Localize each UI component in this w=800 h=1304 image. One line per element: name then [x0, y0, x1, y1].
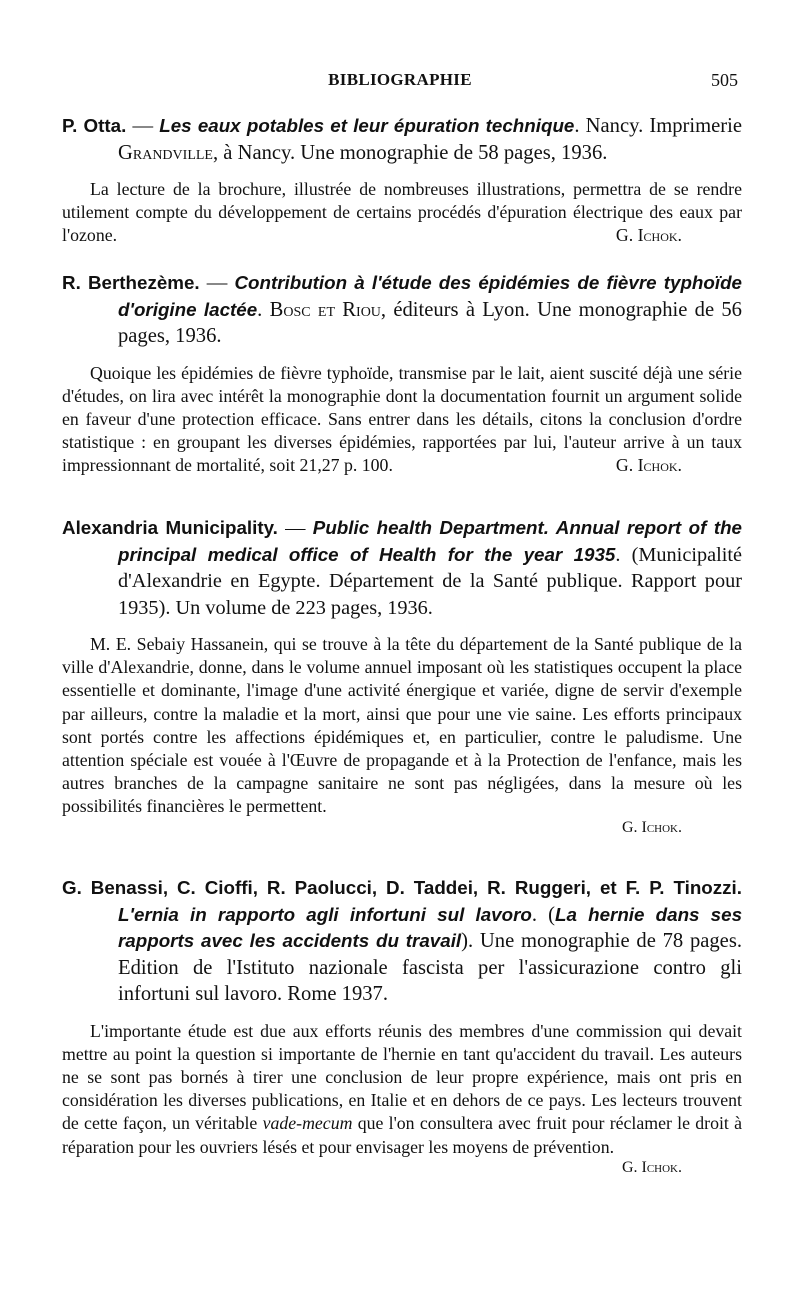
reference: R. Berthezème. — Contribution à l'étude des épidémies de fièvre typhoïde d'origine lactée. Bosc et Riou, éditeurs à Lyon. Une monographie de 56 pages, 1936.: [62, 272, 742, 347]
review-text: M. E. Sebaiy Hassanein, qui se trouve à la tête du département de la Santé publique de la ville d'Alexandrie, donne, dans le volume annuel imposant où les statistiques occupent la place essentielle et dominante, l'image d'une activité énergique et variée, digne de servir d'exemple par ailleurs, contre la maladie et la mort, ainsi que pour une vie saine. Les efforts principaux sont portés contre les affections épidémiques et, en particulier, contre le paludisme. Une attention spéciale est vouée à l'Œuvre de propagande et à la Protection de l'enfance, mais les autres branches de la campagne sanitaire ne sont pas négligées, dans la mesure où les possibilités financières le permettent.: [62, 634, 742, 817]
publisher: Bosc et Riou: [269, 298, 381, 321]
review-signature: G. Ichok.: [615, 225, 682, 246]
review-signature: G. Ichok.: [621, 818, 682, 836]
review-text: L'importante étude est due aux efforts réunis des membres d'une commission qui devait mettre au point la question si importante de l'hernie en tant qu'accident du travail. Les auteurs ne se sont pas bornés à tirer une conclusion de leur propre expérience, mais ont pris en considération les diverses publications, en Italie et en dehors de ce pays. Les lecteurs trouvent de cette façon, un véritable vade-mecum que l'on consultera avec fruit pour réclamer le droit à réparation pour les ouvriers lésés et pour envisager les moyens de prévention.: [62, 1020, 742, 1157]
publisher: Grandville: [118, 141, 213, 164]
running-title: BIBLIOGRAPHIE: [328, 70, 472, 89]
reference: G. Benassi, C. Cioffi, R. Paolucci, D. Taddei, R. Ruggeri, et F. P. Tinozzi. L'ernia in rapporto agli infortuni sul lavoro. (La hernie dans ses rapports avec les accidents du travail). Une monographie de 78 pages. Edition de l'Istituto nazionale fascista per l'assicurazione contro gli infortuni sul lavoro. Rome 1937.: [62, 877, 743, 1005]
bibliography-entry: [62, 875, 742, 1177]
reference: P. Otta. — Les eaux potables et leur épuration technique. Nancy. Imprimerie Grandville, à Nancy. Une monographie de 58 pages, 1936.: [62, 115, 742, 164]
entry-author: P. Otta.: [62, 115, 127, 136]
entry-author: R. Berthezème.: [62, 272, 200, 293]
page-number: 505: [711, 70, 738, 90]
review-text: La lecture de la brochure, illustrée de nombreuses illustrations, permettra de se rendre utilement compte du développement de certains procédés d'épuration électrique des eaux par l'ozone. G. Ichok.: [62, 178, 742, 248]
italic-term: vade-mecum: [262, 1113, 353, 1134]
entry-title: Public health Department. Annual report of the principal medical office of Health for the year 1935: [118, 517, 742, 565]
entry-title: Contribution à l'étude des épidémies de fièvre typhoïde d'origine lactée: [118, 272, 742, 320]
entry-title: Les eaux potables et leur épuration technique: [159, 115, 575, 136]
review-text: Quoique les épidémies de fièvre typhoïde, transmise par le lait, aient suscité déjà une série d'études, on lira avec intérêt la monographie dont la documentation fournit un argument solide en faveur d'une protection efficace. Sans entrer dans les détails, citons la conclusion d'ordre statistique : en groupant les diverses épidémies, rapportées par lui, l'auteur arrive à un taux impressionnant de mortalité, soit 21,27 p. 100. G. Ichok.: [62, 362, 742, 478]
entry-author: Alexandria Municipality.: [62, 517, 278, 538]
bibliography-entry: [62, 113, 742, 248]
reference: Alexandria Municipality. — Public health Department. Annual report of the principal medical office of Health for the year 1935. (Municipalité d'Alexandrie en Egypte. Département de la Santé publique. Rapport pour 1935). Un volume de 223 pages, 1936.: [62, 517, 742, 619]
entry-author: G. Benassi, C. Cioffi, R. Paolucci, D. Taddei, R. Ruggeri, et F. P. Tinozzi.: [62, 877, 742, 898]
entry-title-french: La hernie dans ses rapports avec les accidents du travail: [118, 903, 743, 951]
review-signature: G. Ichok.: [621, 1158, 682, 1176]
running-header: [0, 64, 800, 98]
review-signature: G. Ichok.: [615, 455, 682, 476]
bibliography-entry: [62, 270, 742, 478]
bibliography-entry: [62, 515, 742, 837]
entry-title: L'ernia in rapporto agli infortuni sul lavoro: [118, 903, 532, 925]
